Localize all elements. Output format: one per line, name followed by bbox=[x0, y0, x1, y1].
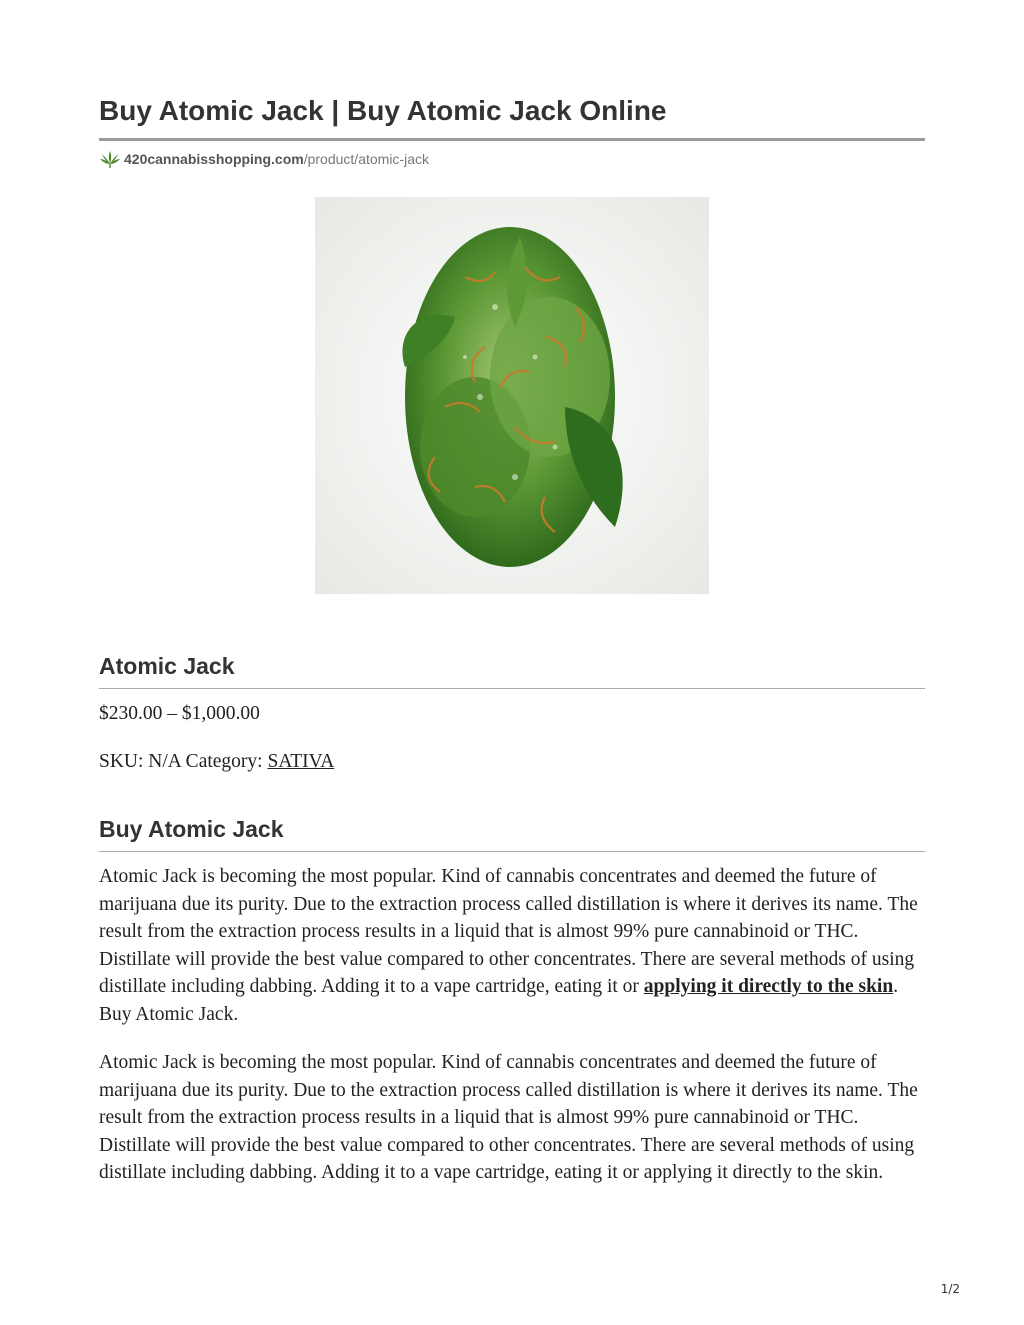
page-indicator: 1/2 bbox=[940, 1282, 960, 1296]
page-title: Buy Atomic Jack | Buy Atomic Jack Online bbox=[99, 0, 925, 141]
description-paragraph-1 bbox=[99, 863, 925, 1029]
document-page bbox=[99, 0, 925, 1184]
source-domain: 420cannabisshopping.com bbox=[124, 151, 304, 167]
skin-application-link[interactable]: applying it directly to the skin bbox=[643, 976, 894, 998]
product-name: Atomic Jack bbox=[99, 652, 925, 689]
paragraph-1-text: Atomic Jack is becoming the most popular. Kind of cannabis concentrates and deemed the future of marijuana due its purity. Due to the extraction process called distillation is where it derives its name. The result from the extraction process results in a liquid that is almost 99% pure cannabinoid or THC. Distillate will provide the best value compared to other concentrates. There are several methods of using distillate including dabbing. Adding it to a vape cartridge, eating it or bbox=[99, 866, 918, 998]
price-range: $230.00 – $1,000.00 bbox=[99, 703, 260, 724]
sku-category-label: SKU: N/A Category: bbox=[99, 751, 268, 772]
source-line bbox=[99, 149, 925, 169]
description-paragraph-2: Atomic Jack is becoming the most popular. Kind of cannabis concentrates and deemed the future of marijuana due its purity. Due to the extraction process called distillation is where it derives its name. The result from the extraction process results in a liquid that is almost 99% pure cannabinoid or THC. Distillate will provide the best value compared to other concentrates. There are several methods of using distillate including dabbing. Adding it to a vape cartridge, eating it or applying it directly to the skin. bbox=[99, 1052, 918, 1184]
product-meta bbox=[99, 748, 925, 776]
paragraph-1-tail: . Buy Atomic Jack. bbox=[99, 976, 899, 1025]
category-link[interactable]: SATIVA bbox=[267, 751, 335, 772]
description-heading: Buy Atomic Jack bbox=[99, 815, 925, 852]
product-image bbox=[315, 197, 709, 594]
cannabis-leaf-icon bbox=[99, 149, 121, 169]
source-path: /product/atomic-jack bbox=[303, 151, 429, 167]
